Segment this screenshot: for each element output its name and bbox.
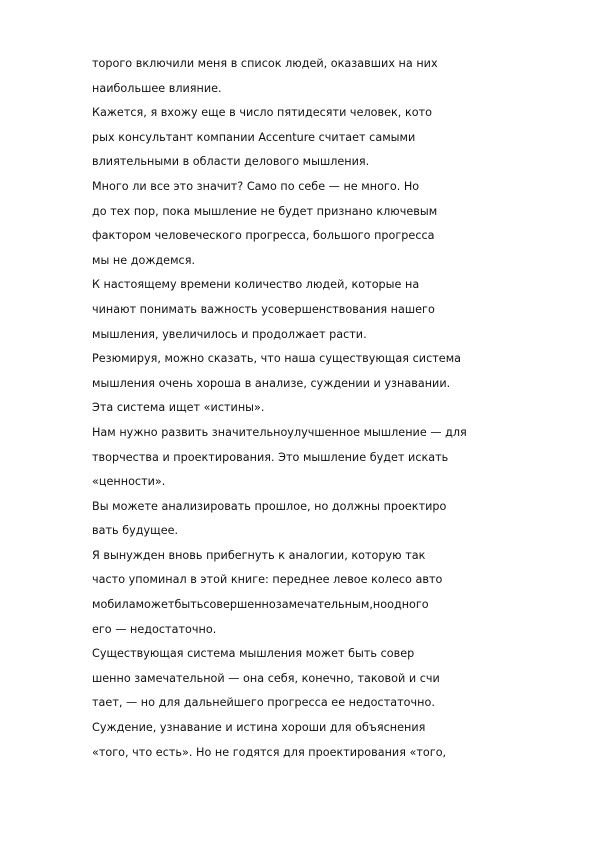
text-line: Существующая система мышления может быть совер: [92, 647, 415, 661]
text-line: Я вынужден вновь прибегнуть к аналогии, которую так: [92, 548, 426, 562]
body-text: [92, 52, 512, 765]
text-line: часто упоминал в этой книге: переднее левое колесо авто: [92, 573, 443, 587]
text-line: творчества и проектирования. Это мышление будет искать: [92, 450, 449, 464]
text-line: фактором человеческого прогресса, большого прогресса: [92, 229, 435, 243]
text-line: мы не дождемся.: [92, 253, 196, 267]
text-line: его — недостаточно.: [92, 622, 217, 636]
text-line: торого включили меня в список людей, оказавших на них: [92, 57, 438, 70]
text-line: Вы можете анализировать прошлое, но должны проектиро: [92, 499, 447, 513]
text-line: до тех пор, пока мышление не будет признано ключевым: [92, 204, 438, 218]
text-line: Резюмируя, можно сказать, что наша существующая система: [92, 352, 462, 366]
text-line: наибольшее влияние.: [92, 81, 222, 95]
text-line: чинают понимать важность усовершенствования нашего: [92, 302, 435, 316]
text-line: Нам нужно развить значительноулучшенное мышление — для: [92, 425, 467, 439]
text-line: Эта система ищет «истины».: [92, 401, 265, 415]
text-line: влиятельными в области делового мышления.: [92, 155, 370, 169]
text-line: шенно замечательной — она себя, конечно, таковой и счи: [92, 671, 440, 685]
text-line: Кажется, я вхожу еще в число пятидесяти человек, кото: [92, 106, 432, 120]
text-line: вать будущее.: [92, 524, 179, 538]
text-line: мобиламожетбытьсовершеннозамечательным,ноодного: [92, 598, 429, 612]
text-line: «того, что есть». Но не годятся для проектирования «того,: [92, 745, 447, 759]
text-line: Много ли все это значит? Само по себе — не много. Но: [92, 179, 420, 193]
text-line: рых консультант компании Accenture считает самыми: [92, 130, 416, 144]
text-line: мышления, увеличилось и продолжает расти.: [92, 327, 367, 341]
text-line: К настоящему времени количество людей, которые на: [92, 278, 420, 292]
text-line: Суждение, узнавание и истина хороши для объяснения: [92, 721, 426, 735]
text-line: «ценности».: [92, 475, 166, 489]
text-line: мышления очень хороша в анализе, суждении и узнавании.: [92, 376, 451, 390]
text-line: тает, — но для дальнейшего прогресса ее недостаточно.: [92, 696, 435, 710]
